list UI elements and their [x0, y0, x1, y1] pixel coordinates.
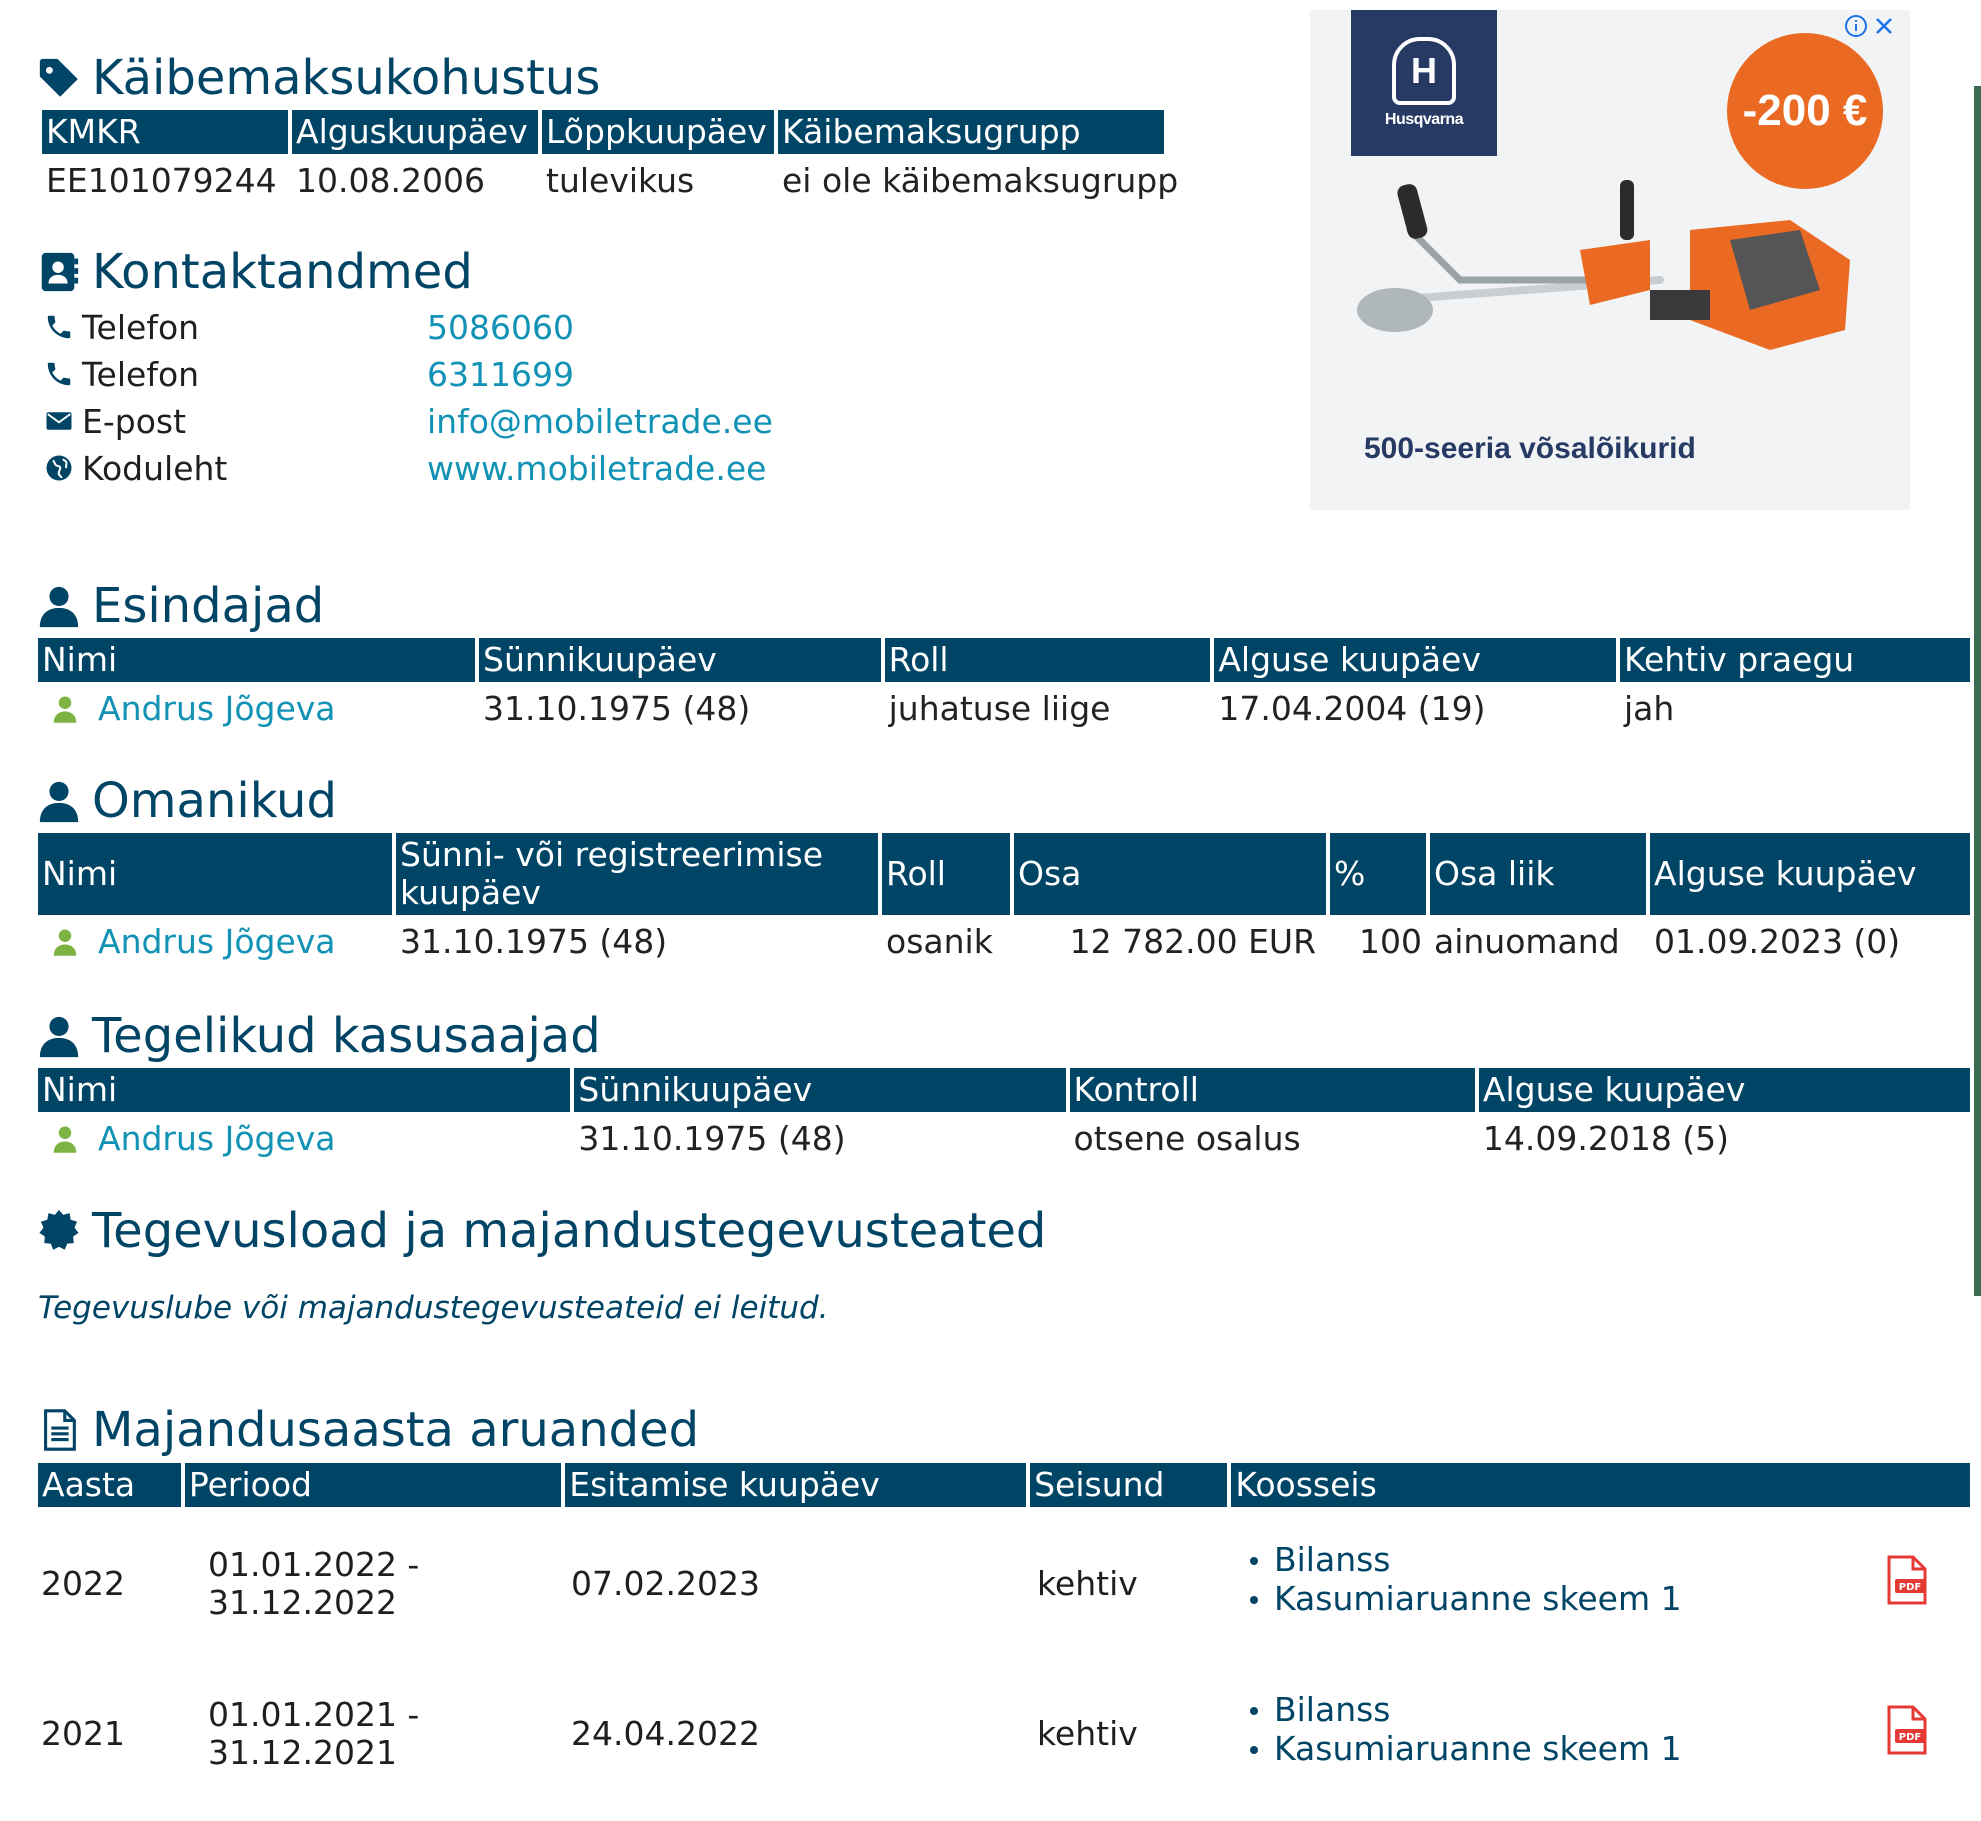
email-link[interactable]: info@mobiletrade.ee [427, 401, 773, 441]
certificate-icon [36, 1208, 82, 1254]
owner-header-name: Nimi [38, 833, 392, 915]
ben-birth: 31.10.1975 (48) [578, 1118, 846, 1158]
report-header-status: Seisund [1030, 1463, 1227, 1507]
rep-header-start: Alguse kuupäev [1214, 638, 1616, 682]
user-icon [36, 1013, 82, 1059]
person-link[interactable]: Andrus Jõgeva [98, 921, 336, 961]
report-period-start: 01.01.2022 - [208, 1545, 420, 1584]
ben-control: otsene osalus [1073, 1118, 1301, 1158]
owners-section-title [36, 773, 337, 829]
reports-table [34, 1463, 1974, 1507]
brushcutter-image [1350, 170, 1890, 400]
vat-end: tulevikus [546, 160, 695, 200]
vat-title-text: Käibemaksukohustus [92, 50, 601, 106]
contacts-title-text: Kontaktandmed [92, 244, 473, 300]
rep-role: juhatuse liige [888, 688, 1111, 728]
report-item-link[interactable]: Kasumiaruanne skeem 1 [1274, 1579, 1682, 1618]
vat-group: ei ole käibemaksugrupp [782, 160, 1179, 200]
contact-row-phone-2 [44, 352, 574, 396]
representatives-title-text: Esindajad [92, 578, 325, 634]
rep-start: 17.04.2004 (19) [1218, 688, 1486, 728]
table-row [38, 1112, 1970, 1164]
info-icon[interactable] [1844, 14, 1868, 38]
discount-badge: -200 € [1727, 33, 1883, 189]
person-icon [50, 1123, 80, 1153]
report-contents [1246, 1540, 1682, 1618]
rep-current: jah [1623, 688, 1675, 728]
report-header-submitted: Esitamise kuupäev [565, 1463, 1026, 1507]
report-item-link[interactable]: Kasumiaruanne skeem 1 [1274, 1729, 1682, 1768]
person-link[interactable]: Andrus Jõgeva [98, 688, 336, 728]
ben-header-control: Kontroll [1070, 1068, 1475, 1112]
report-item-link[interactable]: Bilanss [1274, 1690, 1391, 1729]
contact-label: Telefon [82, 307, 200, 347]
beneficiaries-section-title [36, 1008, 601, 1064]
brand-name: Husqvarna [1384, 111, 1464, 128]
reports-section-title [36, 1402, 699, 1458]
report-header-contents: Koosseis [1231, 1463, 1970, 1507]
phone-link[interactable]: 6311699 [427, 354, 574, 394]
owner-birth: 31.10.1975 (48) [400, 921, 668, 961]
user-icon [36, 778, 82, 824]
table-row [42, 154, 1164, 206]
report-status: kehtiv [1037, 1564, 1138, 1603]
ben-start: 14.09.2018 (5) [1482, 1118, 1730, 1158]
contact-row-phone-1 [44, 305, 574, 349]
table-row [38, 682, 1970, 734]
report-year: 2022 [41, 1564, 125, 1603]
ben-header-name: Nimi [38, 1068, 570, 1112]
owners-table [34, 833, 1974, 967]
report-submitted: 24.04.2022 [571, 1714, 760, 1753]
report-header-year: Aasta [38, 1463, 181, 1507]
owner-name-cell [38, 915, 392, 967]
owner-header-birth: Sünni- või registreerimise kuupäev [396, 833, 878, 915]
close-icon[interactable] [1872, 14, 1896, 38]
side-banner-edge [1974, 86, 1981, 1296]
owner-share-type: ainuomand [1434, 921, 1620, 961]
owner-header-share: Osa [1014, 833, 1326, 915]
vat-kmkr: EE101079244 [46, 160, 277, 200]
rep-header-birth: Sünnikuupäev [479, 638, 881, 682]
person-link[interactable]: Andrus Jõgeva [98, 1118, 336, 1158]
rep-name-cell [38, 682, 475, 734]
list-item [1246, 1579, 1682, 1618]
phone-icon [44, 359, 74, 389]
tag-icon [36, 55, 82, 101]
globe-icon [44, 453, 74, 483]
vat-header-start: Alguskuupäev [292, 110, 538, 154]
rep-header-name: Nimi [38, 638, 475, 682]
reports-title-text: Majandusaasta aruanded [92, 1402, 700, 1458]
beneficiaries-table [34, 1068, 1974, 1164]
ben-header-start: Alguse kuupäev [1479, 1068, 1970, 1112]
website-link[interactable]: www.mobiletrade.ee [427, 448, 767, 488]
representatives-section-title [36, 578, 324, 634]
owner-header-role: Roll [882, 833, 1010, 915]
vat-start: 10.08.2006 [296, 160, 485, 200]
contacts-section-title [36, 244, 473, 300]
report-submitted: 07.02.2023 [571, 1564, 760, 1603]
owner-role: osanik [886, 921, 993, 961]
licenses-empty-text: Tegevuslube või majandustegevusteateid ei leitud. [38, 1290, 829, 1326]
contact-label: Koduleht [82, 448, 228, 488]
pdf-icon[interactable] [1885, 1555, 1929, 1605]
person-icon [50, 693, 80, 723]
contact-label: E-post [82, 401, 187, 441]
contact-row-email [44, 399, 773, 443]
report-year: 2021 [41, 1714, 125, 1753]
list-item [1246, 1690, 1682, 1729]
report-header-period: Periood [185, 1463, 561, 1507]
owner-percent: 100 [1359, 921, 1422, 961]
owners-title-text: Omanikud [92, 773, 337, 829]
svg-text:PDF: PDF [1898, 1732, 1922, 1743]
list-item [1246, 1540, 1682, 1579]
licenses-section-title [36, 1203, 1046, 1259]
vat-header-kmkr: KMKR [42, 110, 288, 154]
rep-birth: 31.10.1975 (48) [483, 688, 751, 728]
envelope-icon [44, 406, 74, 436]
report-period-end: 31.12.2021 [208, 1733, 397, 1772]
pdf-icon[interactable] [1885, 1705, 1929, 1755]
phone-link[interactable]: 5086060 [427, 307, 574, 347]
licenses-title-text: Tegevusload ja majandustegevusteated [92, 1203, 1047, 1259]
report-period-start: 01.01.2021 - [208, 1695, 420, 1734]
owner-header-start: Alguse kuupäev [1650, 833, 1970, 915]
person-icon [50, 926, 80, 956]
report-contents [1246, 1690, 1682, 1768]
svg-text:PDF: PDF [1898, 1582, 1922, 1593]
representatives-table [34, 638, 1974, 734]
advertisement[interactable] [1310, 10, 1910, 510]
report-item-link[interactable]: Bilanss [1274, 1540, 1391, 1579]
owner-share: 12 782.00 EUR [1069, 921, 1316, 961]
beneficiaries-title-text: Tegelikud kasusaajad [92, 1008, 601, 1064]
report-status: kehtiv [1037, 1714, 1138, 1753]
phone-icon [44, 312, 74, 342]
brand-logo [1351, 10, 1497, 156]
contact-label: Telefon [82, 354, 200, 394]
report-period-end: 31.12.2022 [208, 1583, 397, 1622]
rep-header-role: Roll [885, 638, 1211, 682]
document-icon [36, 1407, 82, 1453]
ad-tagline: 500-seeria võsalõikurid [1364, 432, 1696, 465]
logo-mark: H [1392, 37, 1456, 105]
contact-card-icon [36, 249, 82, 295]
owner-start: 01.09.2023 (0) [1654, 921, 1901, 961]
ben-header-birth: Sünnikuupäev [574, 1068, 1065, 1112]
vat-header-end: Lõppkuupäev [542, 110, 774, 154]
ben-name-cell [38, 1112, 570, 1164]
rep-header-current: Kehtiv praegu [1620, 638, 1970, 682]
user-icon [36, 583, 82, 629]
ad-controls [1844, 14, 1896, 38]
vat-section-title [36, 50, 600, 106]
contact-row-website [44, 446, 766, 490]
owner-header-percent: % [1330, 833, 1426, 915]
table-row [38, 915, 1970, 967]
vat-header-group: Käibemaksugrupp [778, 110, 1164, 154]
owner-header-share-type: Osa liik [1430, 833, 1646, 915]
list-item [1246, 1729, 1682, 1768]
vat-table [38, 110, 1179, 206]
